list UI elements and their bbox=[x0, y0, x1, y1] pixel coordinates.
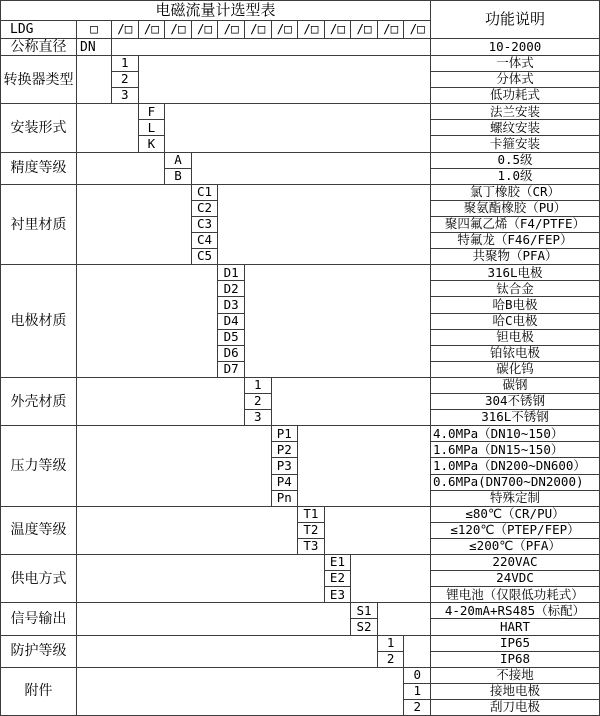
option-description: 共聚物（PFA） bbox=[431, 249, 599, 264]
option-description: 法兰安装 bbox=[431, 104, 599, 119]
option-description: 1.0MPa（DN200~DN600） bbox=[431, 458, 599, 473]
option-code: C2 bbox=[192, 201, 218, 216]
option-description: 0.6MPa(DN700~DN2000) bbox=[431, 475, 599, 490]
model-slot: /□ bbox=[404, 21, 430, 38]
option-code: C4 bbox=[192, 233, 218, 248]
option-code: E1 bbox=[325, 555, 351, 570]
option-description: 锂电池（仅限低功耗式） bbox=[431, 587, 599, 602]
category-label: 外壳材质 bbox=[1, 378, 76, 425]
option-description: ≤80℃（CR/PU） bbox=[431, 507, 599, 522]
spacer-cell bbox=[112, 39, 430, 55]
option-description: 碳化钨 bbox=[431, 362, 599, 377]
spacer-cell bbox=[77, 603, 350, 634]
table-title: 电磁流量计选型表 bbox=[1, 1, 430, 20]
model-slot: /□ bbox=[325, 21, 351, 38]
option-code: S1 bbox=[351, 603, 377, 618]
category-label: 衬里材质 bbox=[1, 185, 76, 265]
option-code: S2 bbox=[351, 619, 377, 634]
option-description: 聚四氟乙烯（F4/PTFE） bbox=[431, 217, 599, 232]
option-code: C5 bbox=[192, 249, 218, 264]
category-label: 防护等级 bbox=[1, 636, 76, 667]
category-label: 附件 bbox=[1, 668, 76, 715]
option-description: 不接地 bbox=[431, 668, 599, 683]
option-description: 铂铱电极 bbox=[431, 346, 599, 361]
option-code: D6 bbox=[218, 346, 244, 361]
option-code: Pn bbox=[272, 491, 298, 506]
option-code: B bbox=[165, 169, 191, 184]
model-slot: /□ bbox=[298, 21, 324, 38]
option-code: 1 bbox=[404, 684, 430, 699]
option-description: 低功耗式 bbox=[431, 88, 599, 103]
model-slot: /□ bbox=[112, 21, 138, 38]
option-code: 2 bbox=[112, 72, 138, 87]
option-description: 接地电极 bbox=[431, 684, 599, 699]
spacer-cell bbox=[404, 636, 430, 667]
option-description: 304不锈钢 bbox=[431, 394, 599, 409]
option-code: P3 bbox=[272, 458, 298, 473]
option-description: 10-2000 bbox=[431, 39, 599, 55]
option-description: 特氟龙（F46/FEP） bbox=[431, 233, 599, 248]
option-code: C1 bbox=[192, 185, 218, 200]
option-code: 2 bbox=[404, 700, 430, 715]
model-base-box: □ bbox=[77, 21, 111, 38]
spacer-cell bbox=[218, 185, 430, 265]
option-description: 316L不锈钢 bbox=[431, 410, 599, 425]
option-code: D1 bbox=[218, 265, 244, 280]
option-description: IP65 bbox=[431, 636, 599, 651]
option-code: T2 bbox=[298, 523, 324, 538]
model-prefix: LDG bbox=[1, 21, 76, 38]
spacer-cell bbox=[325, 507, 430, 554]
spacer-cell bbox=[77, 426, 271, 505]
spacer-cell bbox=[351, 555, 430, 602]
option-description: 螺纹安装 bbox=[431, 120, 599, 135]
option-description: HART bbox=[431, 619, 599, 634]
option-code: P4 bbox=[272, 475, 298, 490]
option-code: T1 bbox=[298, 507, 324, 522]
model-slot: /□ bbox=[165, 21, 191, 38]
category-label: 安装形式 bbox=[1, 104, 76, 151]
spacer-cell bbox=[77, 636, 377, 667]
category-label: 信号输出 bbox=[1, 603, 76, 634]
category-label: 电极材质 bbox=[1, 265, 76, 377]
option-description: 氯丁橡胶（CR） bbox=[431, 185, 599, 200]
option-description: 钽电极 bbox=[431, 330, 599, 345]
option-code: L bbox=[139, 120, 165, 135]
option-description: 1.6MPa（DN15~150） bbox=[431, 442, 599, 457]
option-description: 刮刀电极 bbox=[431, 700, 599, 715]
spacer-cell bbox=[192, 153, 430, 184]
option-code: C3 bbox=[192, 217, 218, 232]
spacer-cell bbox=[77, 265, 217, 377]
model-slot: /□ bbox=[378, 21, 404, 38]
option-code: D4 bbox=[218, 314, 244, 329]
category-label: 压力等级 bbox=[1, 426, 76, 505]
option-code: K bbox=[139, 136, 165, 151]
diameter-code: DN bbox=[77, 39, 111, 55]
option-description: ≤120℃（PTEP/FEP） bbox=[431, 523, 599, 538]
option-code: E2 bbox=[325, 571, 351, 586]
spacer-cell bbox=[245, 265, 430, 377]
option-description: 316L电极 bbox=[431, 265, 599, 280]
option-code: 3 bbox=[245, 410, 271, 425]
option-code: A bbox=[165, 153, 191, 168]
spacer-cell bbox=[139, 56, 430, 103]
category-label: 温度等级 bbox=[1, 507, 76, 554]
option-code: D5 bbox=[218, 330, 244, 345]
option-code: F bbox=[139, 104, 165, 119]
spacer-cell bbox=[165, 104, 430, 151]
option-code: P1 bbox=[272, 426, 298, 441]
option-code: 1 bbox=[378, 636, 404, 651]
category-label: 供电方式 bbox=[1, 555, 76, 602]
option-description: 4-20mA+RS485（标配） bbox=[431, 603, 599, 618]
option-code: E3 bbox=[325, 587, 351, 602]
option-description: ≤200℃（PFA） bbox=[431, 539, 599, 554]
option-description: 0.5级 bbox=[431, 153, 599, 168]
model-slot: /□ bbox=[245, 21, 271, 38]
option-code: 2 bbox=[245, 394, 271, 409]
spacer-cell bbox=[77, 378, 244, 425]
option-code: D7 bbox=[218, 362, 244, 377]
spacer-cell bbox=[272, 378, 431, 425]
option-code: 1 bbox=[112, 56, 138, 71]
spacer-cell bbox=[298, 426, 430, 505]
option-description: 哈B电极 bbox=[431, 297, 599, 312]
model-slot: /□ bbox=[139, 21, 165, 38]
option-description: 哈C电极 bbox=[431, 314, 599, 329]
option-description: 分体式 bbox=[431, 72, 599, 87]
spacer-cell bbox=[77, 185, 191, 265]
option-description: 聚氨酯橡胶（PU） bbox=[431, 201, 599, 216]
spacer-cell bbox=[77, 668, 403, 715]
option-description: IP68 bbox=[431, 652, 599, 667]
option-code: D2 bbox=[218, 281, 244, 296]
option-description: 一体式 bbox=[431, 56, 599, 71]
model-slot: /□ bbox=[192, 21, 218, 38]
spacer-cell bbox=[378, 603, 430, 634]
model-slot: /□ bbox=[351, 21, 377, 38]
option-code: 1 bbox=[245, 378, 271, 393]
option-code: D3 bbox=[218, 297, 244, 312]
category-label-diameter: 公称直径 bbox=[1, 39, 76, 55]
model-slot: /□ bbox=[272, 21, 298, 38]
option-code: T3 bbox=[298, 539, 324, 554]
option-code: 3 bbox=[112, 88, 138, 103]
option-description: 4.0MPa（DN10~150） bbox=[431, 426, 599, 441]
category-label: 转换器类型 bbox=[1, 56, 76, 103]
option-description: 碳钢 bbox=[431, 378, 599, 393]
option-description: 特殊定制 bbox=[431, 491, 599, 506]
spacer-cell bbox=[77, 507, 297, 554]
option-description: 24VDC bbox=[431, 571, 599, 586]
spacer-cell bbox=[77, 555, 324, 602]
option-code: P2 bbox=[272, 442, 298, 457]
option-code: 2 bbox=[378, 652, 404, 667]
spacer-cell bbox=[77, 56, 111, 103]
spacer-cell bbox=[77, 153, 164, 184]
option-code: 0 bbox=[404, 668, 430, 683]
function-column-header: 功能说明 bbox=[431, 1, 599, 38]
option-description: 钛合金 bbox=[431, 281, 599, 296]
option-description: 1.0级 bbox=[431, 169, 599, 184]
option-description: 220VAC bbox=[431, 555, 599, 570]
model-slot: /□ bbox=[218, 21, 244, 38]
spacer-cell bbox=[77, 104, 138, 151]
category-label: 精度等级 bbox=[1, 153, 76, 184]
option-description: 卡箍安装 bbox=[431, 136, 599, 151]
